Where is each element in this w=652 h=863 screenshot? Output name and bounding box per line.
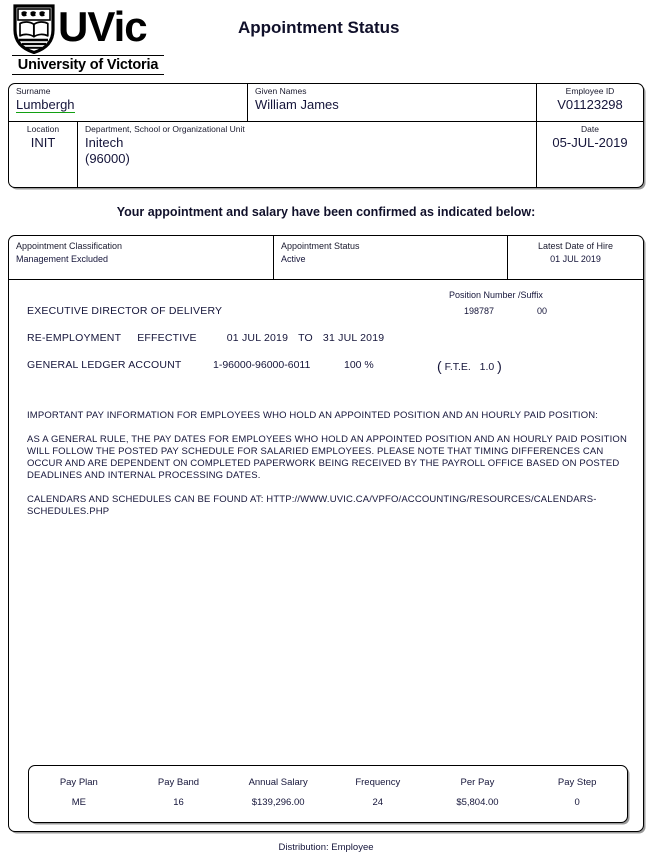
classification-value: Management Excluded	[16, 254, 109, 264]
note-paragraph-3: CALENDARS AND SCHEDULES CAN BE FOUND AT: HTTP://WWW.UVIC.CA/VPFO/ACCOUNTING/RESOURCES/CALENDARS-SCHEDULES.PHP	[27, 494, 597, 517]
uvic-subtitle: University of Victoria	[12, 55, 164, 75]
effective-to-label: TO	[298, 332, 313, 344]
job-title: EXECUTIVE DIRECTOR OF DELIVERY	[27, 305, 223, 317]
given-names-cell	[248, 84, 536, 121]
employee-identity-table	[8, 83, 644, 188]
note-paragraph-1: IMPORTANT PAY INFORMATION FOR EMPLOYEES WHO HOLD AN APPOINTED POSITION AND AN HOURLY PAID POSITION:	[27, 410, 599, 421]
pay-table-header-row	[29, 766, 627, 788]
surname-label: Surname	[16, 86, 51, 96]
per-pay-value: $5,804.00	[456, 797, 499, 808]
position-suffix-value: 00	[537, 306, 548, 316]
location-label: Location	[26, 124, 60, 134]
appointment-header-row	[9, 236, 643, 280]
uvic-logo	[12, 4, 172, 75]
pay-band-value: 16	[173, 797, 184, 808]
latest-hire-label: Latest Date of Hire	[537, 241, 614, 251]
pay-plan-value: ME	[71, 797, 86, 808]
pay-information-notes	[27, 410, 627, 518]
pay-summary-table	[28, 765, 628, 823]
location-cell	[9, 122, 77, 188]
employee-id-cell	[537, 84, 643, 121]
action-type: RE-EMPLOYMENT	[27, 332, 122, 344]
date-label: Date	[581, 124, 599, 134]
appointment-status-label: Appointment Status	[281, 241, 360, 251]
position-number-value: 198787	[464, 306, 495, 316]
gl-account-number: 1-96000-96000-6011	[213, 359, 311, 371]
fte-label: F.T.E.	[444, 361, 471, 373]
department-label: Department, School or Organizational Unit	[85, 124, 245, 134]
employee-id-value: V01123298	[557, 97, 623, 112]
latest-hire-cell	[508, 236, 643, 279]
pay-step-value: 0	[574, 797, 580, 808]
classification-cell	[9, 236, 273, 279]
frequency-value: 24	[372, 797, 384, 808]
appointment-details-panel	[8, 235, 644, 832]
distribution-footer: Distribution: Employee	[278, 842, 374, 853]
frequency-header: Frequency	[355, 777, 401, 788]
appointment-body	[9, 280, 643, 831]
uvic-crest-icon	[12, 4, 56, 54]
gl-account-label: GENERAL LEDGER ACCOUNT	[27, 359, 182, 371]
latest-hire-value: 01 JUL 2019	[550, 254, 601, 264]
employment-action-row	[27, 332, 384, 344]
table-row	[29, 788, 627, 809]
identity-row-department	[9, 122, 643, 188]
position-number-label: Position Number /Suffix	[449, 290, 543, 300]
employee-id-label: Employee ID	[565, 86, 615, 96]
annual-salary-header: Annual Salary	[248, 777, 308, 788]
effective-to-date: 31 JUL 2019	[322, 332, 385, 344]
classification-label: Appointment Classification	[16, 241, 123, 251]
fte-paren-close: )	[497, 358, 502, 374]
surname-value: Lumbergh	[16, 97, 75, 112]
location-value: INIT	[30, 135, 56, 150]
appointment-status-cell	[274, 236, 507, 279]
per-pay-header: Per Pay	[460, 777, 495, 788]
given-names-value: William James	[255, 97, 339, 112]
note-paragraph-2: AS A GENERAL RULE, THE PAY DATES FOR EMPLOYEES WHO HOLD AN APPOINTED POSITION AND AN HOURLY PAID POSITION WILL FOLLOW THE POSTED PAY SCHEDULE FOR SALARIED EMPLOYEES. PLEASE NOTE THAT TIMING DIFFERENCES CAN OCCUR AND ARE DEPENDENT ON COMPLETED PAPERWORK BEING RECEIVED BY THE PAYROLL OFFICE BASED ON POSTED DEADLINES AND INTERNAL PROCESSING DATES.	[27, 434, 627, 481]
effective-from-date: 01 JUL 2019	[226, 332, 289, 344]
department-code: (96000)	[85, 151, 130, 166]
pay-plan-header: Pay Plan	[59, 777, 98, 788]
pay-band-header: Pay Band	[157, 777, 200, 788]
confirmation-message: Your appointment and salary have been confirmed as indicated below:	[116, 205, 536, 219]
department-value: Initech	[85, 135, 124, 150]
fte-paren-open: (	[437, 358, 442, 374]
department-cell	[78, 122, 536, 188]
gl-account-percent: 100 %	[344, 359, 374, 371]
effective-label: EFFECTIVE	[137, 332, 197, 344]
pay-step-header: Pay Step	[557, 777, 597, 788]
identity-row-names	[9, 84, 643, 122]
page-header	[0, 0, 652, 72]
surname-cell	[9, 84, 247, 121]
pay-table	[29, 766, 627, 809]
date-value: 05-JUL-2019	[552, 135, 628, 150]
fte-group	[437, 358, 502, 374]
page-title: Appointment Status	[238, 18, 400, 37]
appointment-status-value: Active	[281, 254, 306, 264]
fte-value: 1.0	[479, 361, 495, 373]
uvic-wordmark: UVic	[58, 3, 147, 50]
given-names-label: Given Names	[255, 86, 307, 96]
annual-salary-value: $139,296.00	[251, 797, 305, 808]
date-cell	[537, 122, 643, 188]
